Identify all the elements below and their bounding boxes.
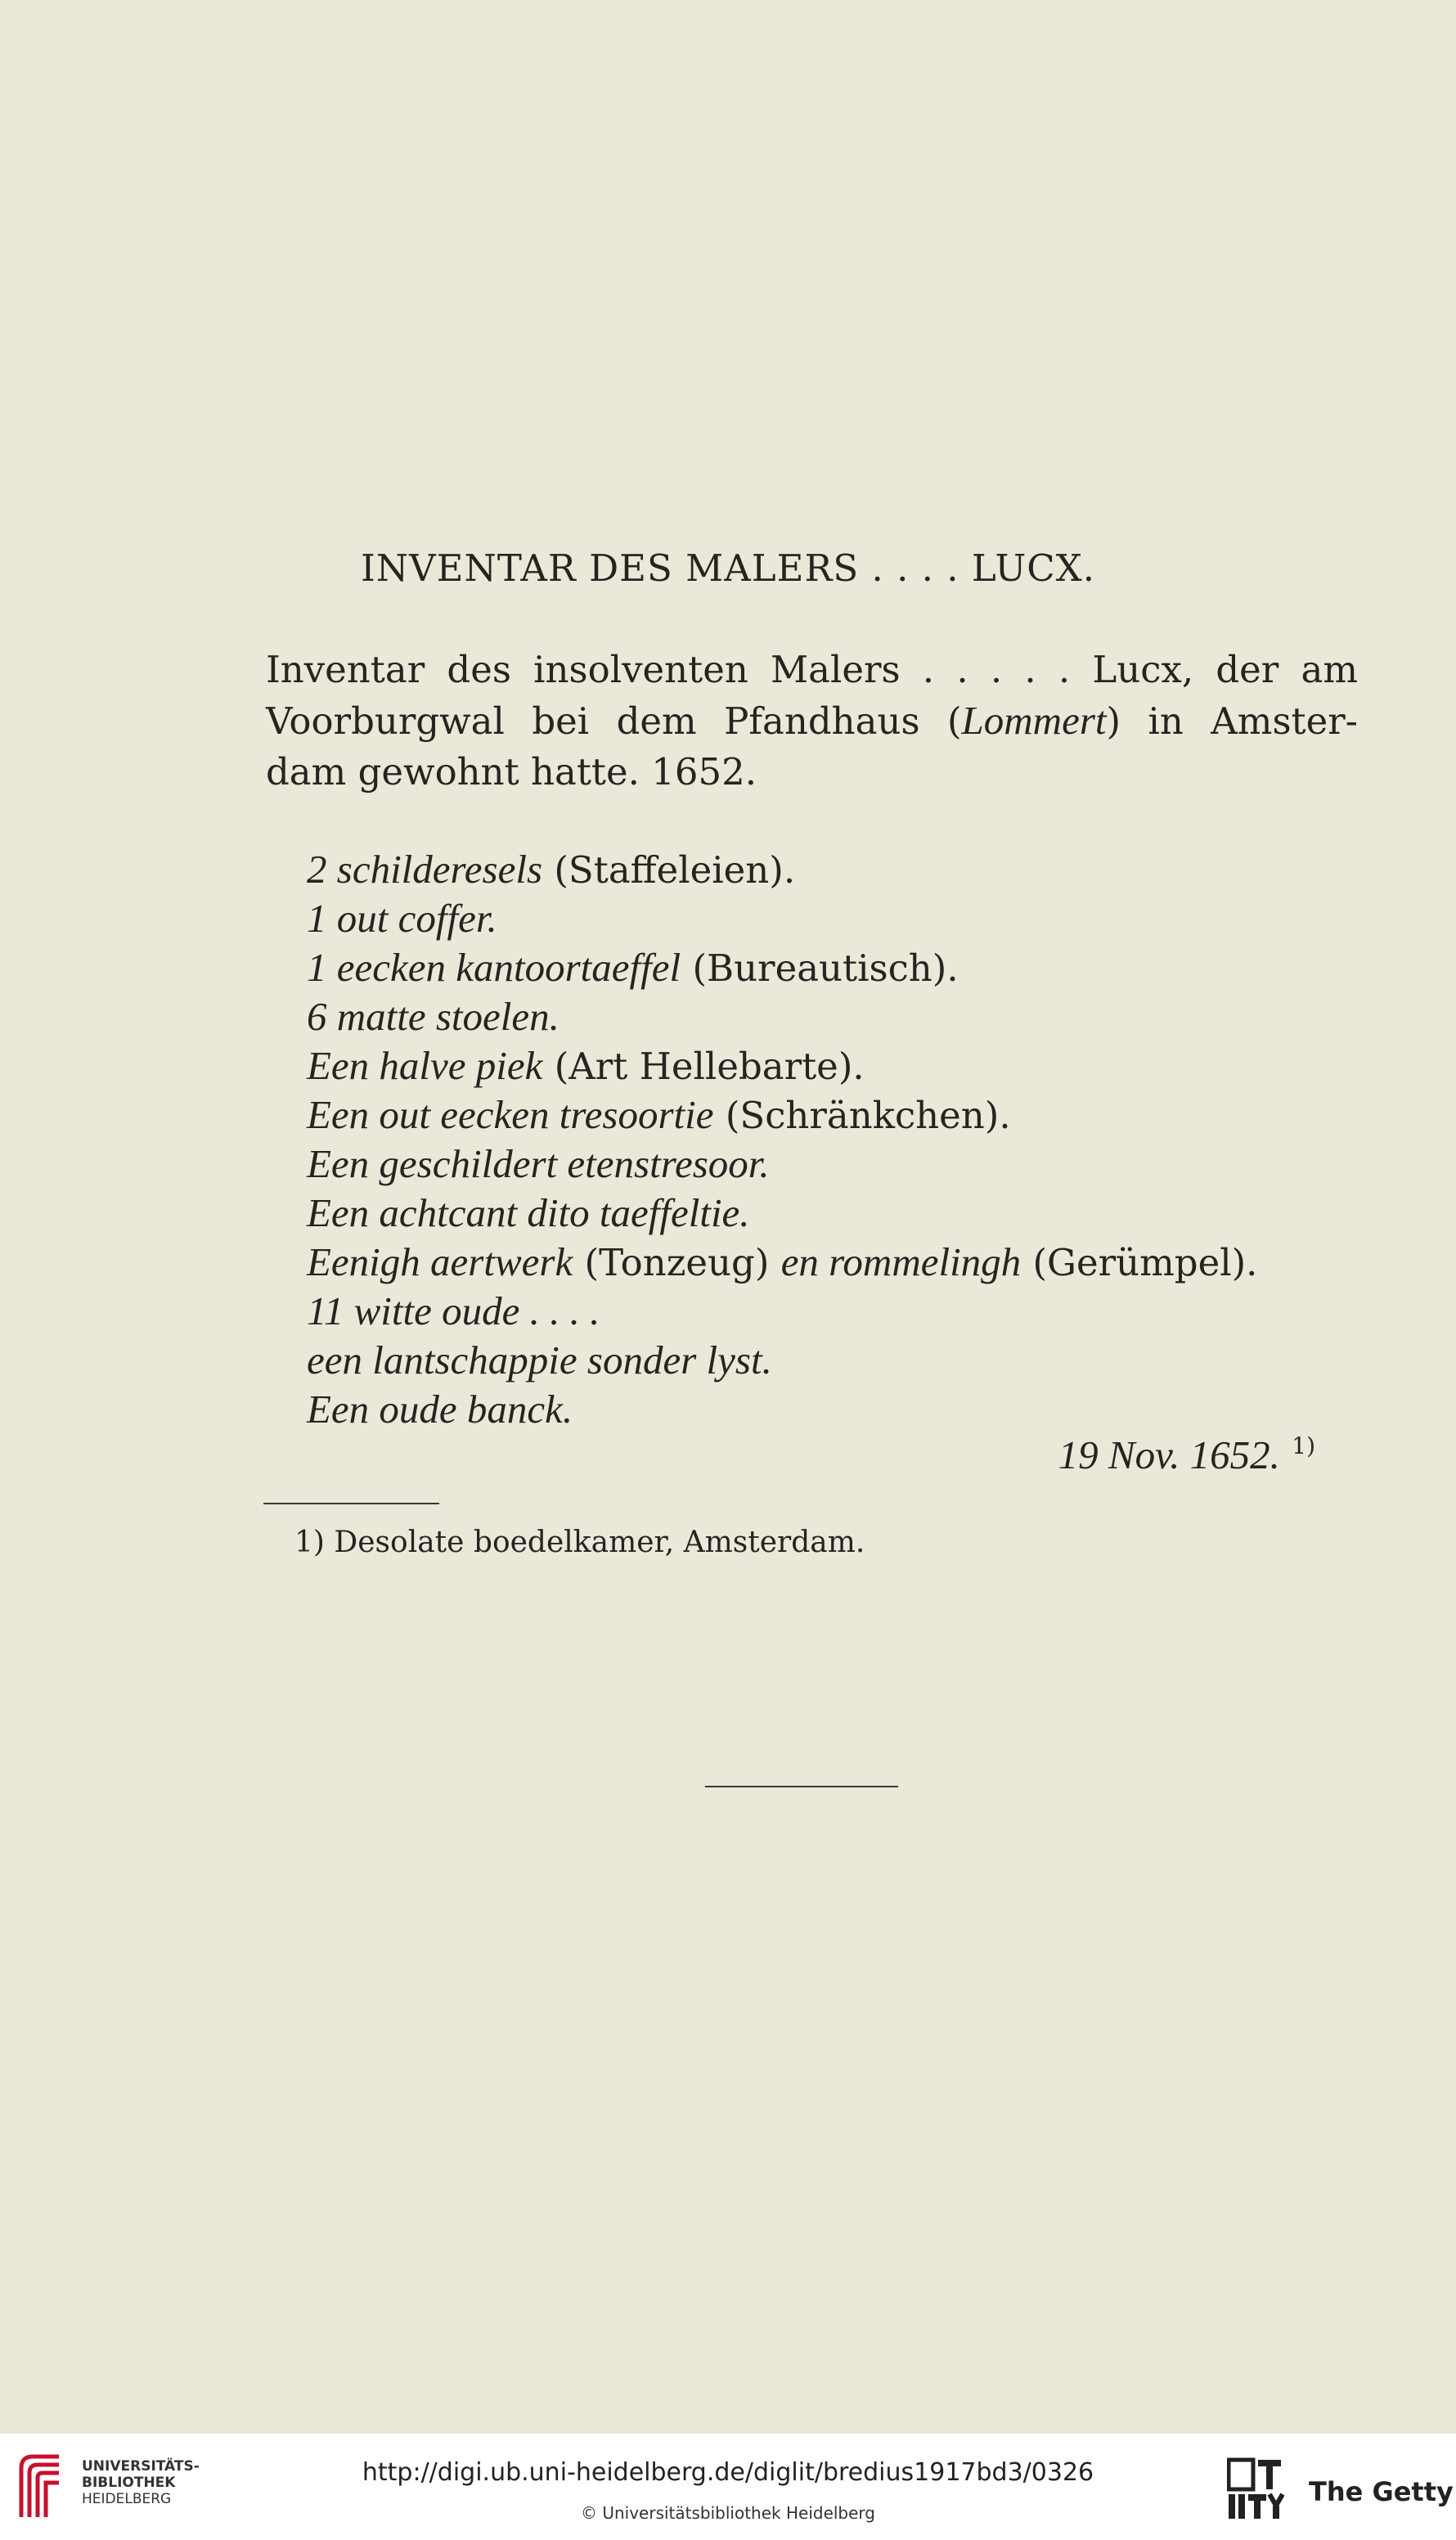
end-rule	[705, 1786, 898, 1787]
inventory-item: Een achtcant dito taeffeltie.	[307, 1190, 750, 1235]
intro-line-2-end: ) in Amster-	[1106, 699, 1358, 743]
viewer-footer	[0, 2434, 1456, 2540]
page-heading: INVENTAR DES MALERS . . . . LUCX.	[360, 546, 1096, 590]
intro-paragraph	[266, 645, 1358, 798]
inventory-date	[1058, 1432, 1315, 1478]
intro-line-3: dam gewohnt hatte. 1652.	[266, 750, 757, 793]
inventory-item: 2 schilderesels (Staffeleien).	[307, 847, 796, 892]
inventory-item: 1 out coffer.	[307, 896, 497, 941]
inventory-item: Een oude banck.	[307, 1387, 573, 1432]
inventory-item: Een out eecken tresoortie (Schränkchen).	[307, 1092, 1011, 1137]
inventory-item: 1 eecken kantoortaeffel (Bureautisch).	[307, 945, 959, 990]
library-name: UNIVERSITÄTS- BIBLIOTHEK HEIDELBERG	[82, 2458, 200, 2507]
intro-line-2-italic: Lommert	[961, 698, 1107, 743]
footnote-divider	[263, 1503, 439, 1504]
inventory-item: Een halve piek (Art Hellebarte).	[307, 1043, 865, 1088]
getty-logo-icon	[1227, 2457, 1284, 2524]
copyright-notice: © Universitätsbibliothek Heidelberg	[580, 2503, 875, 2523]
inventory-item: 11 witte oude . . . .	[307, 1288, 600, 1333]
permalink-url[interactable]: http://digi.ub.uni-heidelberg.de/diglit/bredius1917bd3/0326	[362, 2458, 1094, 2487]
inventory-item: een lantschappie sonder lyst.	[307, 1337, 772, 1382]
footnote: 1) Desolate boedelkamer, Amsterdam.	[294, 1526, 865, 1559]
inventory-item: 6 matte stoelen.	[307, 994, 559, 1039]
inventory-item: Een geschildert etenstresoor.	[307, 1141, 770, 1186]
inventory-item: Eenigh aertwerk (Tonzeug) en rommelingh (Gerümpel).	[307, 1239, 1258, 1284]
inventory-list	[307, 845, 1257, 1434]
date-text: 19 Nov. 1652.	[1058, 1432, 1280, 1477]
footnote-marker: 1)	[1292, 1432, 1315, 1459]
intro-line-2-text: Voorburgwal bei dem Pfandhaus (	[266, 699, 962, 743]
getty-label: The Getty	[1309, 2476, 1454, 2507]
intro-line-1: Inventar des insolventen Malers . . . . . Lucx, der am	[266, 648, 1358, 691]
intro-line-2	[266, 695, 1358, 747]
